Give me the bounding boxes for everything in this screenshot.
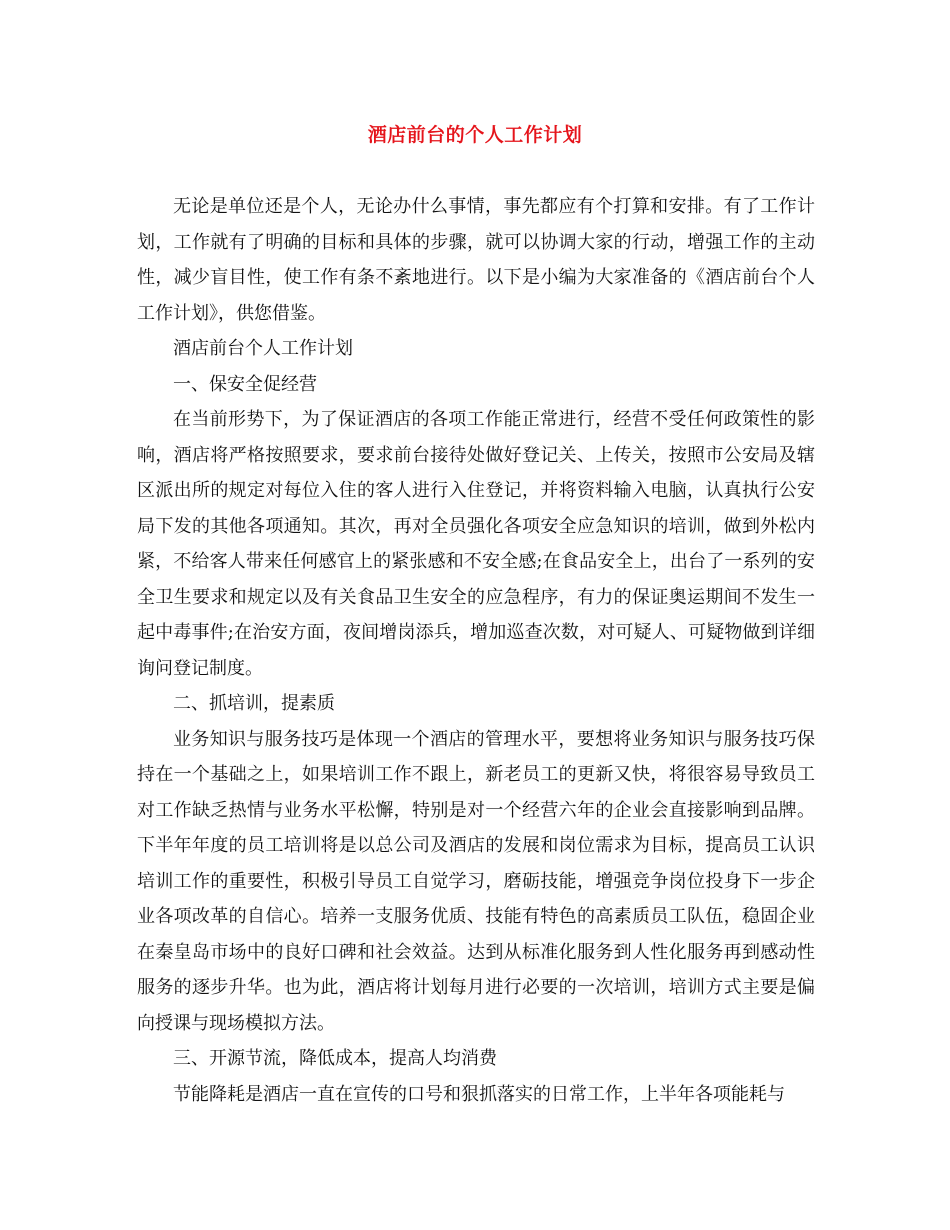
section-3-paragraph: 节能降耗是酒店一直在宣传的口号和狠抓落实的日常工作，上半年各项能耗与 (173, 1083, 785, 1105)
section-heading-1: 一、保安全促经营 (173, 373, 317, 395)
section-heading-2: 二、抓培训，提素质 (173, 693, 335, 714)
section-1-paragraph: 在当前形势下，为了保证酒店的各项工作能正常进行，经营不受任何政策性的影响，酒店将严格按照要求，要求前台接待处做好登记关、上传关，按照市公安局及辖区派出所的规定对每位入住的客人进行入住登记，并将资料输入电脑，认真执行公安局下发的其他各项通知。其次，再对全员强化各项安全应急知识的培训，做到外松内紧，不给客人带来任何感官上的紧张感和不安全感;在食品安全上，出台了一系列的安全卫生要求和规定以及有关食品卫生安全的应急程序，有力的保证奥运期间不发生一起中毒事件;在治安方面，夜间增岗添兵，增加巡查次数，对可疑人、可疑物做到详细询问登记制度。 (137, 409, 815, 679)
section-2-paragraph: 业务知识与服务技巧是体现一个酒店的管理水平，要想将业务知识与服务技巧保持在一个基础之上，如果培训工作不跟上，新老员工的更新又快，将很容易导致员工对工作缺乏热情与业务水平松懈，特别是对一个经营六年的企业会直接影响到品牌。下半年年度的员工培训将是以总公司及酒店的发展和岗位需求为目标，提高员工认识培训工作的重要性，积极引导员工自觉学习，磨砺技能，增强竞争岗位投身下一步企业各项改革的自信心。培养一支服务优质、技能有特色的高素质员工队伍，稳固企业在秦皇岛市场中的良好口碑和社会效益。达到从标准化服务到人性化服务再到感动性服务的逐步升华。也为此，酒店将计划每月进行必要的一次培训，培训方式主要是偏向授课与现场模拟方法。 (137, 728, 815, 1034)
intro-paragraph: 无论是单位还是个人，无论办什么事情，事先都应有个打算和安排。有了工作计划，工作就有了明确的目标和具体的步骤，就可以协调大家的行动，增强工作的主动性，减少盲目性，使工作有条不紊地进行。以下是小编为大家准备的《酒店前台个人工作计划》，供您借鉴。 (137, 196, 815, 324)
section-heading-3: 三、开源节流，降低成本，提高人均消费 (173, 1048, 497, 1069)
subtitle-line: 酒店前台个人工作计划 (173, 338, 353, 359)
document-title: 酒店前台的个人工作计划 (367, 124, 583, 146)
document-body (137, 189, 815, 1112)
